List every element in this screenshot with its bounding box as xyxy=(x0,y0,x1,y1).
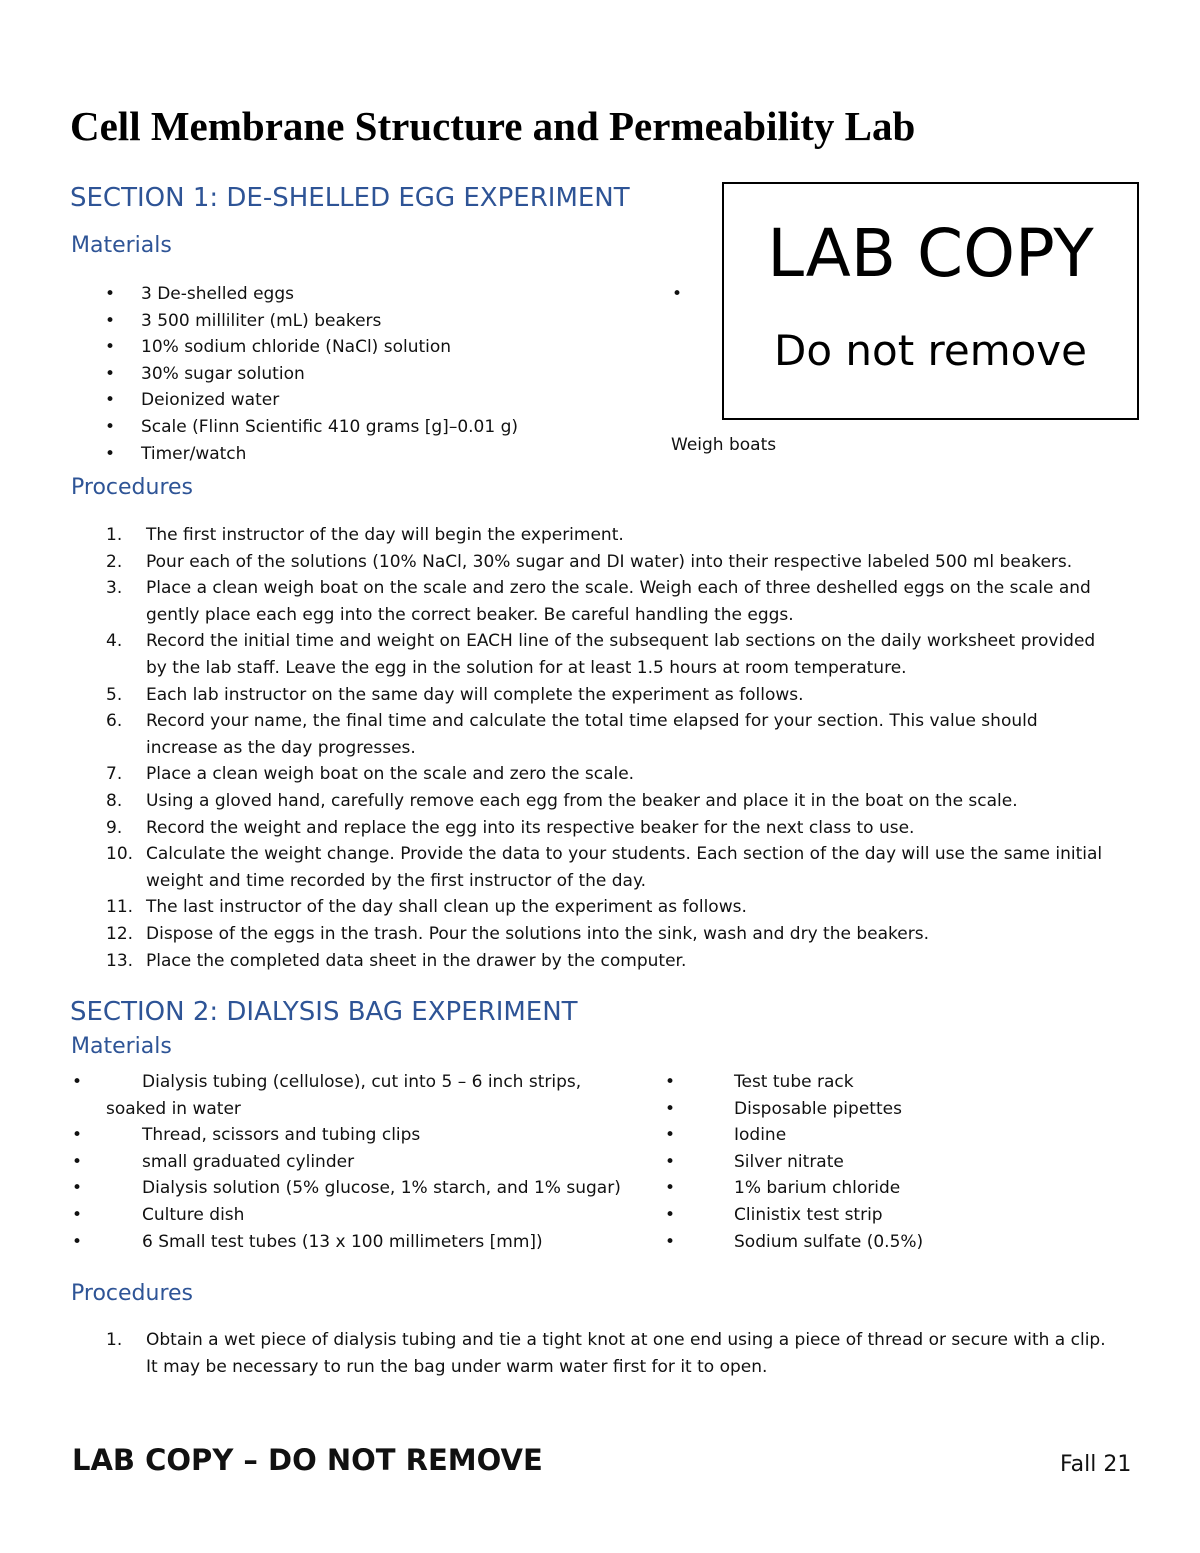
list-item: • Thread, scissors and tubing clips xyxy=(72,1125,421,1146)
list-item: • Iodine xyxy=(665,1125,787,1146)
list-item: 1. Obtain a wet piece of dialysis tubing and tie a tight knot at one end using a piece of thread or secure with a clip. It may be necessary to run the bag under warm water first for it to open. xyxy=(106,1330,1106,1377)
footer-term: Fall 21 xyxy=(1060,1452,1132,1477)
list-item: 5. Each lab instructor on the same day will complete the experiment as follows. xyxy=(106,684,804,705)
section2-materials-right xyxy=(665,1069,923,1255)
page-title: Cell Membrane Structure and Permeability Lab xyxy=(70,103,916,149)
stamp-line2: Do not remove xyxy=(773,326,1087,375)
section1-heading: SECTION 1: DE-SHELLED EGG EXPERIMENT xyxy=(70,183,630,213)
list-item: • Sodium sulfate (0.5%) xyxy=(665,1231,924,1252)
list-item: 3. Place a clean weigh boat on the scale and zero the scale. Weigh each of three deshelled eggs on the scale and gently place each egg into the correct beaker. Be careful handling the eggs. xyxy=(106,578,1091,625)
bullet-marker: • xyxy=(672,284,683,304)
list-item: • Culture dish xyxy=(72,1204,245,1225)
list-item: 10. Calculate the weight change. Provide the data to your students. Each section of the day will use the same initial weight and time recorded by the first instructor of the day. xyxy=(106,844,1103,891)
section2-materials-left xyxy=(72,1069,632,1255)
list-item: • Scale (Flinn Scientific 410 grams [g]–0.01 g) xyxy=(105,414,518,441)
list-item: 13. Place the completed data sheet in the drawer by the computer. xyxy=(106,950,687,971)
list-item: 7. Place a clean weigh boat on the scale and zero the scale. xyxy=(106,764,635,785)
list-item: • 3 500 milliliter (mL) beakers xyxy=(105,308,518,335)
list-item: 8. Using a gloved hand, carefully remove each egg from the beaker and place it in the boat on the scale. xyxy=(106,790,1018,811)
list-item: • 1% barium chloride xyxy=(665,1178,901,1199)
section1-materials-list xyxy=(105,281,518,467)
list-item: • Test tube rack xyxy=(665,1072,854,1092)
section1-procedures-list xyxy=(106,522,1103,974)
list-item: 2. Pour each of the solutions (10% NaCl, 30% sugar and DI water) into their respective labeled 500 ml beakers. xyxy=(106,551,1073,572)
list-item: • Disposable pipettes xyxy=(665,1098,902,1119)
list-item: 12. Dispose of the eggs in the trash. Pour the solutions into the sink, wash and dry the beakers. xyxy=(106,923,929,944)
list-item: 11. The last instructor of the day shall clean up the experiment as follows. xyxy=(106,897,747,918)
list-item: • Dialysis solution (5% glucose, 1% starch, and 1% sugar) xyxy=(72,1178,621,1199)
section2-procedures-list xyxy=(106,1327,1106,1380)
list-item: • Deionized water xyxy=(105,387,518,414)
lab-copy-stamp xyxy=(722,182,1139,420)
section1-procedures-heading: Procedures xyxy=(71,475,193,500)
list-item: • Dialysis tubing (cellulose), cut into 5 – 6 inch strips, soaked in water xyxy=(72,1072,582,1119)
list-item: 9. Record the weight and replace the egg into its respective beaker for the next class to use. xyxy=(106,817,915,838)
stamp-line1: LAB COPY xyxy=(767,215,1094,292)
list-item: • Silver nitrate xyxy=(665,1151,844,1172)
weigh-boats-item: Weigh boats xyxy=(671,435,777,455)
list-item: • 3 De-shelled eggs xyxy=(105,281,518,308)
list-item: • Clinistix test strip xyxy=(665,1204,883,1225)
list-item: • Timer/watch xyxy=(105,441,518,468)
list-item: • 30% sugar solution xyxy=(105,361,518,388)
footer-lab-copy: LAB COPY – DO NOT REMOVE xyxy=(72,1443,543,1477)
section1-materials-heading: Materials xyxy=(71,233,172,258)
list-item: • 6 Small test tubes (13 x 100 millimeters [mm]) xyxy=(72,1231,543,1252)
section2-heading: SECTION 2: DIALYSIS BAG EXPERIMENT xyxy=(70,997,578,1027)
list-item: • small graduated cylinder xyxy=(72,1151,355,1172)
section2-materials-heading: Materials xyxy=(71,1034,172,1059)
list-item: • 10% sodium chloride (NaCl) solution xyxy=(105,334,518,361)
section2-procedures-heading: Procedures xyxy=(71,1281,193,1306)
list-item: 4. Record the initial time and weight on EACH line of the subsequent lab sections on the daily worksheet provided by the lab staff. Leave the egg in the solution for at least 1.5 hours at room temperature. xyxy=(106,631,1096,678)
list-item: 1. The first instructor of the day will begin the experiment. xyxy=(106,525,624,545)
list-item: 6. Record your name, the final time and calculate the total time elapsed for your section. This value should increase as the day progresses. xyxy=(106,711,1038,758)
